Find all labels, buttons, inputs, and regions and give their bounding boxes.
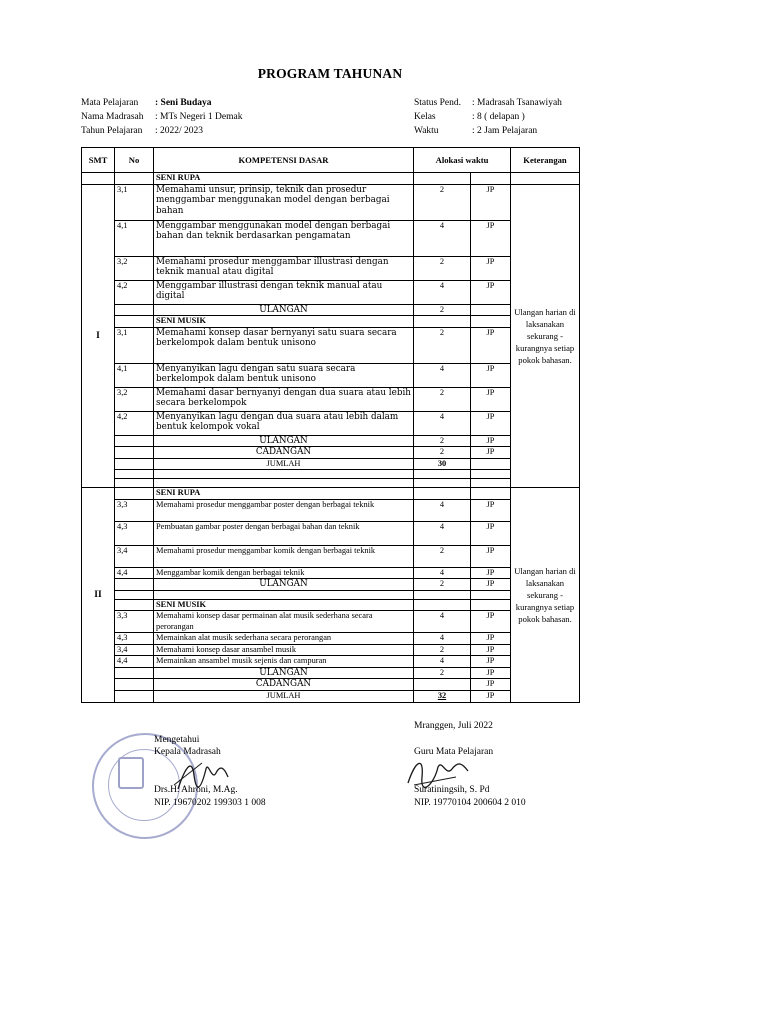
kd-text: Memahami prosedur menggambar komik dengan berbagai teknik xyxy=(154,545,414,567)
ulangan-jam: 2 xyxy=(414,579,471,591)
kd-text: Memainkan ansambel musik sejenis dan campuran xyxy=(154,656,414,668)
ulangan-jam: 2 xyxy=(414,304,471,316)
sig-left-line1: Mengetahui xyxy=(154,735,200,745)
header-ket: Keterangan xyxy=(511,148,580,173)
info-row-kelas xyxy=(414,110,562,124)
kd-jam: 2 xyxy=(414,327,471,363)
cadangan-jp: JP xyxy=(471,447,511,459)
ulangan-label: ULANGAN xyxy=(154,579,414,591)
kd-jp: JP xyxy=(471,644,511,656)
kd-text: Memahami konsep dasar ansambel musik xyxy=(154,644,414,656)
info-value: : MTs Negeri 1 Demak xyxy=(155,112,243,122)
info-value: : Madrasah Tsanawiyah xyxy=(472,98,562,108)
table-row xyxy=(82,499,580,521)
cadangan-row xyxy=(82,679,580,691)
kd-jp: JP xyxy=(471,499,511,521)
section-seni-musik: SENI MUSIK xyxy=(154,316,414,328)
info-row-madrasah xyxy=(81,110,242,124)
kd-jam: 4 xyxy=(414,656,471,668)
jumlah-label: JUMLAH xyxy=(154,458,414,470)
kd-no: 3,1 xyxy=(115,184,154,220)
keterangan: Ulangan harian di laksanakan sekurang - kurangnya setiap pokok bahasan. xyxy=(511,184,580,488)
info-value: : 2022/ 2023 xyxy=(155,126,204,136)
kd-jam: 4 xyxy=(414,633,471,645)
ulangan-label: ULANGAN xyxy=(154,667,414,679)
cadangan-label: CADANGAN xyxy=(154,447,414,459)
kd-jam: 4 xyxy=(414,220,471,256)
table-row xyxy=(82,633,580,645)
table-row xyxy=(82,387,580,411)
stamp-emblem-icon xyxy=(118,757,144,789)
section-seni-rupa: SENI RUPA xyxy=(154,173,414,185)
info-value: : 8 ( delapan ) xyxy=(472,112,525,122)
kd-no: 3,2 xyxy=(115,256,154,280)
header-smt: SMT xyxy=(82,148,115,173)
info-label: Waktu xyxy=(414,126,439,136)
info-left xyxy=(81,96,242,138)
section-row xyxy=(82,173,580,185)
jumlah-jam: 32 xyxy=(414,691,471,703)
kd-jp: JP xyxy=(471,184,511,220)
kd-jp: JP xyxy=(471,280,511,304)
semester-label: I xyxy=(82,184,115,488)
table-row xyxy=(82,256,580,280)
info-value: : 2 Jam Pelajaran xyxy=(472,126,538,136)
table-row xyxy=(82,545,580,567)
info-label: Mata Pelajaran xyxy=(81,98,139,108)
section-row xyxy=(82,316,580,328)
kd-text: Memahami dasar bernyanyi dengan dua suara atau lebih secara berkelompok xyxy=(154,387,414,411)
program-table xyxy=(81,147,580,703)
kd-no: 3,3 xyxy=(115,611,154,633)
ulangan-jp: JP xyxy=(471,579,511,591)
kd-jam: 4 xyxy=(414,411,471,435)
table-row xyxy=(82,521,580,545)
info-label: Kelas xyxy=(414,112,436,122)
kd-no: 4,2 xyxy=(115,280,154,304)
kd-text: Memahami konsep dasar bernyanyi satu suara secara berkelompok dalam bentuk unisono xyxy=(154,327,414,363)
kd-jp: JP xyxy=(471,633,511,645)
info-label: Tahun Pelajaran xyxy=(81,126,143,136)
info-value: : Seni Budaya xyxy=(155,98,212,108)
kd-jam: 4 xyxy=(414,611,471,633)
sig-right-nip: NIP. 19770104 200604 2 010 xyxy=(414,798,526,808)
info-row-mapel xyxy=(81,96,242,110)
kd-jam: 2 xyxy=(414,184,471,220)
info-row-tahun xyxy=(81,124,242,138)
kd-text: Memahami prosedur menggambar poster dengan berbagai teknik xyxy=(154,499,414,521)
table-row xyxy=(82,644,580,656)
section-seni-rupa: SENI RUPA xyxy=(154,488,414,500)
kd-jp: JP xyxy=(471,256,511,280)
info-row-status xyxy=(414,96,562,110)
spacer-row xyxy=(82,479,580,488)
kd-jp: JP xyxy=(471,545,511,567)
header-alokasi: Alokasi waktu xyxy=(414,148,511,173)
sig-left-nip: NIP. 19670202 199303 1 008 xyxy=(154,798,266,808)
sig-right-role: Guru Mata Pelajaran xyxy=(414,747,494,757)
kd-no: 4,1 xyxy=(115,220,154,256)
sig-left-line2: Kepala Madrasah xyxy=(154,747,221,757)
kd-no: 3,4 xyxy=(115,644,154,656)
table-row xyxy=(82,411,580,435)
sig-right-name: Suratiningsih, S. Pd xyxy=(414,785,490,795)
kd-no: 3,3 xyxy=(115,499,154,521)
info-right xyxy=(414,96,562,138)
kd-text: Memahami prosedur menggambar illustrasi dengan teknik manual atau digital xyxy=(154,256,414,280)
table-row xyxy=(82,184,580,220)
ulangan-jam: 2 xyxy=(414,435,471,447)
cadangan-jam: 2 xyxy=(414,447,471,459)
jumlah-row xyxy=(82,691,580,703)
table-row xyxy=(82,220,580,256)
kd-jp: JP xyxy=(471,387,511,411)
cadangan-label: CADANGAN xyxy=(154,679,414,691)
kd-no: 4,4 xyxy=(115,567,154,579)
kd-jam: 4 xyxy=(414,280,471,304)
kd-jam: 2 xyxy=(414,256,471,280)
ulangan-jp: JP xyxy=(471,435,511,447)
section-row xyxy=(82,599,580,611)
kd-text: Memahami unsur, prinsip, teknik dan prosedur menggambar menggunakan model dengan berbagai bahan xyxy=(154,184,414,220)
place-date: Mranggen, Juli 2022 xyxy=(414,721,493,731)
cadangan-row xyxy=(82,447,580,459)
spacer-row xyxy=(82,590,580,599)
table-row xyxy=(82,611,580,633)
kd-no: 4,3 xyxy=(115,633,154,645)
jumlah-jam: 30 xyxy=(414,458,471,470)
kd-text: Menyanyikan lagu dengan dua suara atau lebih dalam bentuk kelompok vokal xyxy=(154,411,414,435)
kd-jam: 2 xyxy=(414,387,471,411)
info-label: Nama Madrasah xyxy=(81,112,144,122)
ulangan-row xyxy=(82,435,580,447)
ulangan-row xyxy=(82,304,580,316)
table-row xyxy=(82,656,580,668)
section-seni-musik: SENI MUSIK xyxy=(154,599,414,611)
ulangan-label: ULANGAN xyxy=(154,435,414,447)
ulangan-jp: JP xyxy=(471,667,511,679)
ulangan-jam: 2 xyxy=(414,667,471,679)
table-row xyxy=(82,567,580,579)
jumlah-jp: JP xyxy=(471,691,511,703)
kd-jam: 4 xyxy=(414,363,471,387)
kd-no: 3,2 xyxy=(115,387,154,411)
kd-text: Memahami konsep dasar permainan alat musik sederhana secara perorangan xyxy=(154,611,414,633)
keterangan: Ulangan harian di laksanakan sekurang - kurangnya setiap pokok bahasan. xyxy=(511,488,580,702)
kd-jp: JP xyxy=(471,220,511,256)
section-row xyxy=(82,488,580,500)
table-row xyxy=(82,327,580,363)
kd-text: Menyanyikan lagu dengan satu suara secara berkelompok dalam bentuk unisono xyxy=(154,363,414,387)
kd-no: 4,2 xyxy=(115,411,154,435)
kd-jp: JP xyxy=(471,327,511,363)
page-title: PROGRAM TAHUNAN xyxy=(257,66,403,81)
ulangan-row xyxy=(82,667,580,679)
kd-jam: 2 xyxy=(414,545,471,567)
kd-text: Menggambar menggunakan model dengan berbagai bahan dan teknik berdasarkan pengamatan xyxy=(154,220,414,256)
table-header-row xyxy=(82,148,580,173)
ulangan-label: ULANGAN xyxy=(154,304,414,316)
kd-jp: JP xyxy=(471,363,511,387)
sig-left-name: Drs.H. Ahroni, M.Ag. xyxy=(154,785,238,795)
kd-text: Menggambar komik dengan berbagai teknik xyxy=(154,567,414,579)
jumlah-label: JUMLAH xyxy=(154,691,414,703)
kd-jp: JP xyxy=(471,411,511,435)
kd-no: 3,4 xyxy=(115,545,154,567)
table-row xyxy=(82,363,580,387)
header-kd: KOMPETENSI DASAR xyxy=(154,148,414,173)
table-row xyxy=(82,280,580,304)
kd-no: 3,1 xyxy=(115,327,154,363)
header-no: No xyxy=(115,148,154,173)
kd-jp: JP xyxy=(471,521,511,545)
kd-jam: 2 xyxy=(414,644,471,656)
spacer-row xyxy=(82,470,580,479)
kd-jp: JP xyxy=(471,611,511,633)
kd-jp: JP xyxy=(471,567,511,579)
kd-no: 4,4 xyxy=(115,656,154,668)
info-row-waktu xyxy=(414,124,562,138)
cadangan-jp: JP xyxy=(471,679,511,691)
kd-jam: 4 xyxy=(414,567,471,579)
kd-jam: 4 xyxy=(414,521,471,545)
kd-jp: JP xyxy=(471,656,511,668)
ulangan-row xyxy=(82,579,580,591)
semester-label: II xyxy=(82,488,115,702)
kd-no: 4,1 xyxy=(115,363,154,387)
kd-text: Memainkan alat musik sederhana secara perorangan xyxy=(154,633,414,645)
kd-no: 4,3 xyxy=(115,521,154,545)
kd-text: Pembuatan gambar poster dengan berbagai bahan dan teknik xyxy=(154,521,414,545)
jumlah-row xyxy=(82,458,580,470)
info-label: Status Pend. xyxy=(414,98,461,108)
kd-jam: 4 xyxy=(414,499,471,521)
kd-text: Menggambar illustrasi dengan teknik manual atau digital xyxy=(154,280,414,304)
